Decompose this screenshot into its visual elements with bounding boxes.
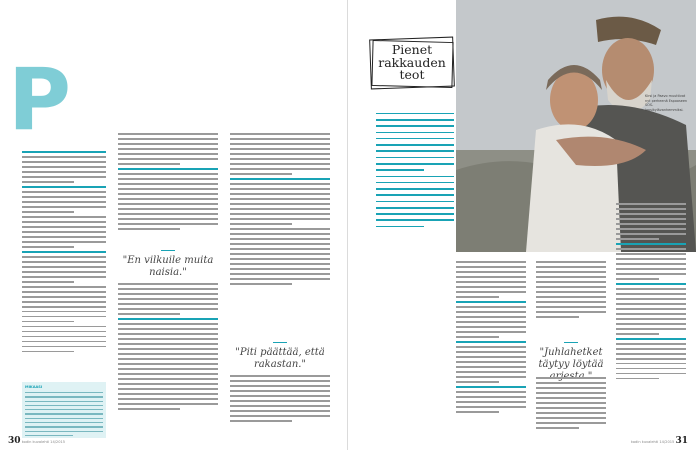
quote-divider — [564, 342, 578, 343]
article-column-3-bottom — [230, 372, 330, 440]
right-footer — [631, 436, 688, 446]
pull-quote-2-text: "Piti päättää, että rakastan." — [235, 347, 325, 370]
quote-divider — [161, 250, 175, 251]
article-column-4 — [456, 258, 526, 440]
pull-quote-1 — [120, 246, 216, 279]
drop-cap: P — [8, 50, 72, 150]
intro-text — [376, 108, 454, 227]
pull-quote-2 — [232, 338, 328, 371]
photo-caption: Kirsi ja Paavo muuttivat nyt perheenä Espooseen SOS-lapsikylävanhemmiksi. — [645, 94, 688, 112]
article-column-5-bottom — [536, 374, 606, 440]
article-title — [376, 44, 448, 82]
page-number-left: 30 — [8, 436, 21, 446]
article-column-1 — [22, 148, 106, 373]
article-column-2-top — [118, 130, 218, 242]
magazine-name-left: kodin kuvalehti 14/2015 — [21, 440, 66, 444]
page-number-right: 31 — [675, 436, 688, 446]
title-line-3: teot — [399, 67, 425, 82]
title-line-1: Pienet — [391, 42, 433, 57]
quote-divider — [273, 342, 287, 343]
sidebar-box — [22, 382, 106, 438]
article-column-3-top — [230, 130, 330, 310]
article-column-5-top — [536, 258, 606, 328]
sidebar-heading: MIKAASI — [25, 385, 43, 389]
right-page — [348, 0, 696, 450]
article-column-6 — [616, 200, 686, 440]
pull-quote-1-text: "En vilkuile muita naisia." — [122, 255, 214, 278]
title-line-2: rakkauden — [378, 54, 446, 70]
magazine-name-right: kodin kuvalehti 14/2015 — [630, 440, 675, 444]
article-column-2-bottom — [118, 280, 218, 440]
title-frame-inner — [371, 40, 453, 88]
pull-quote-3-text: "Juhlahetket täytyy löytää — [538, 347, 604, 370]
left-footer — [8, 436, 65, 446]
